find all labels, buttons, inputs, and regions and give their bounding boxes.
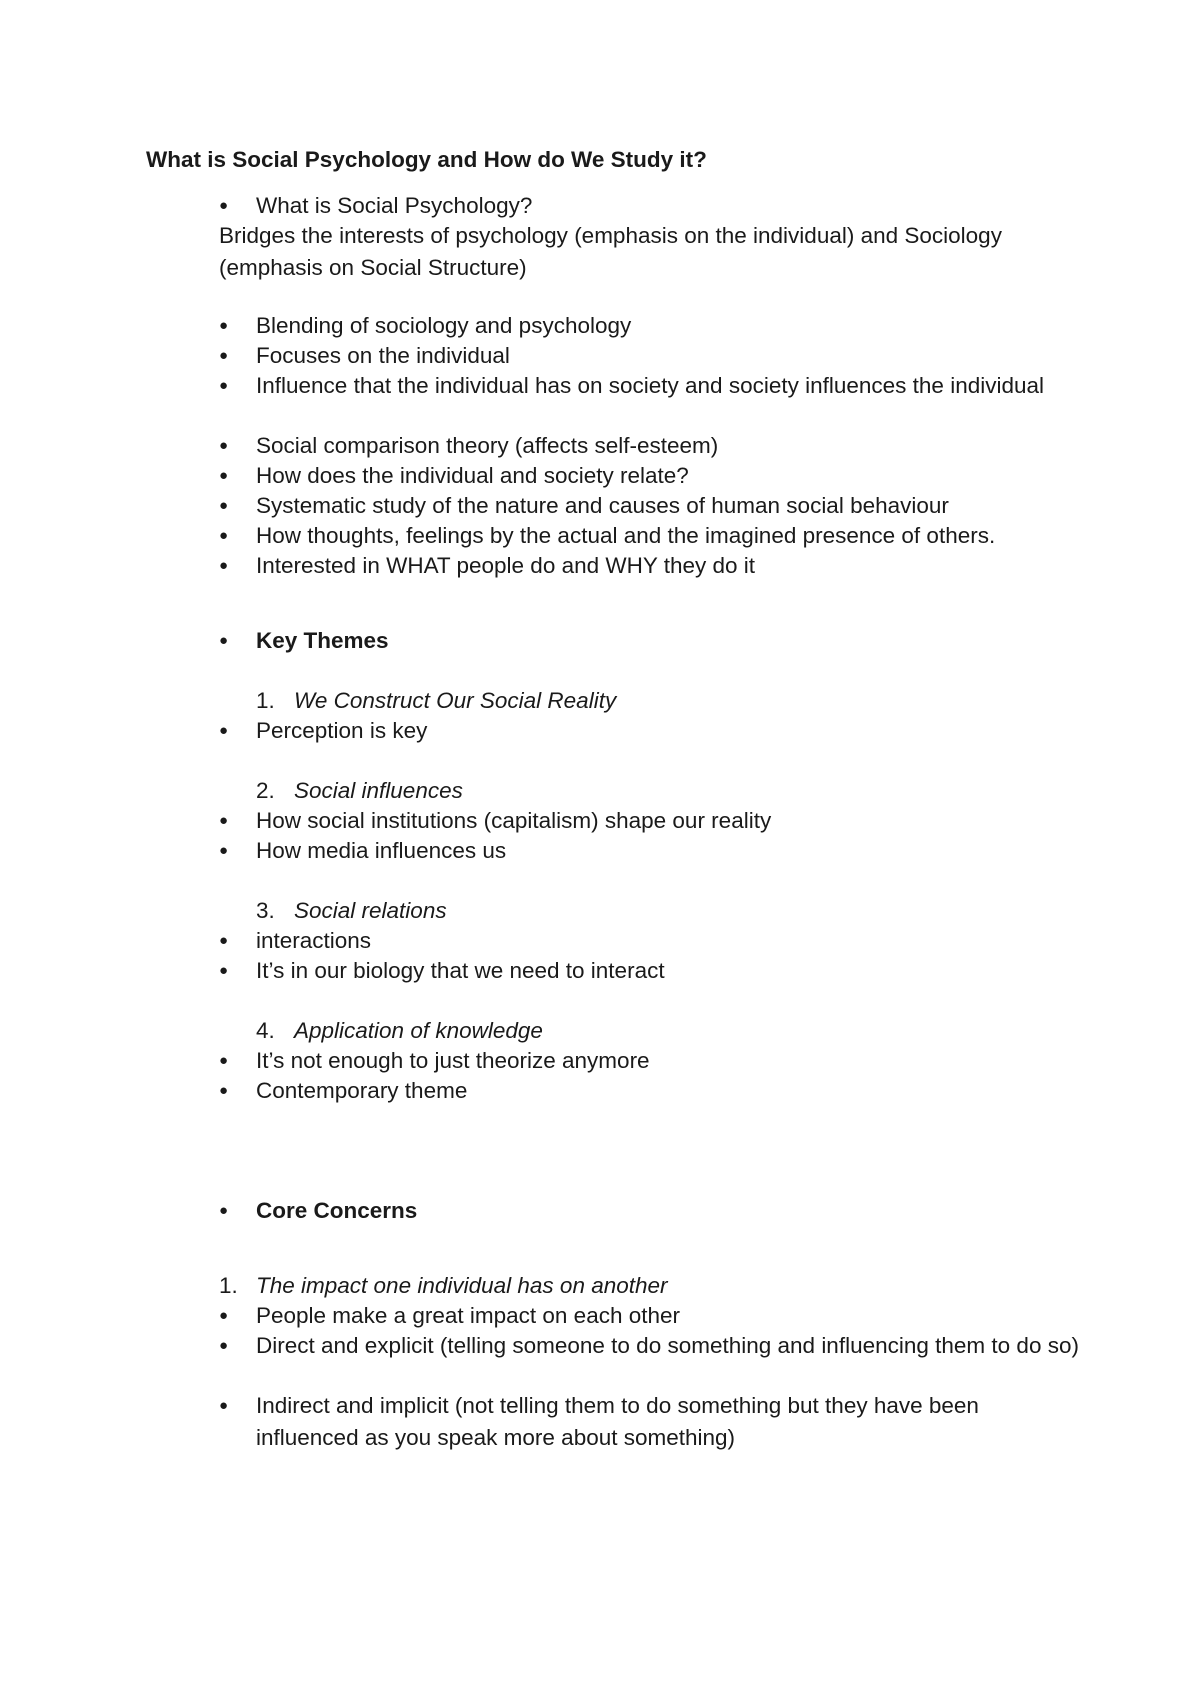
- bullet-icon: ●: [219, 1202, 229, 1219]
- bullet-icon: ●: [219, 1082, 229, 1099]
- list-item: Interested in WHAT people do and WHY they do it: [256, 553, 756, 578]
- list-item: How thoughts, feelings by the actual and the imagined presence of others.: [256, 523, 996, 548]
- list-item: It’s not enough to just theorize anymore: [256, 1048, 650, 1073]
- list-item: Blending of sociology and psychology: [256, 313, 632, 338]
- list-item: Influence that the individual has on society and society influences the individual: [256, 373, 1045, 398]
- bullet-icon: ●: [219, 377, 229, 394]
- list-item: It’s in our biology that we need to interact: [256, 958, 665, 983]
- theme-title: We Construct Our Social Reality: [294, 688, 617, 713]
- bullet-icon: ●: [219, 1307, 229, 1324]
- theme-title: Social relations: [294, 898, 447, 923]
- bullet-icon: ●: [219, 1337, 229, 1354]
- theme-number: 1.: [256, 688, 275, 713]
- bullet-icon: ●: [219, 722, 229, 739]
- bullet-icon: ●: [219, 317, 229, 334]
- list-item: Indirect and implicit (not telling them to do something but they have been influenced as you speak more about something): [256, 1393, 979, 1450]
- bullet-icon: ●: [219, 467, 229, 484]
- theme-title: Social influences: [294, 778, 463, 803]
- intro-bullet: What is Social Psychology?: [256, 193, 533, 218]
- section-heading-core-concerns: Core Concerns: [256, 1198, 418, 1223]
- list-item: Focuses on the individual: [256, 343, 510, 368]
- page-title: What is Social Psychology and How do We Study it?: [146, 147, 707, 172]
- bullet-icon: ●: [219, 527, 229, 544]
- bullet-icon: ●: [219, 497, 229, 514]
- bullet-icon: ●: [219, 1397, 229, 1414]
- list-item: How media influences us: [256, 838, 507, 863]
- bullet-icon: ●: [219, 197, 229, 214]
- bullet-icon: ●: [219, 842, 229, 859]
- bullet-icon: ●: [219, 1052, 229, 1069]
- list-item: Social comparison theory (affects self-esteem): [256, 433, 719, 458]
- bullet-icon: ●: [219, 632, 229, 649]
- theme-title: Application of knowledge: [294, 1018, 543, 1043]
- list-item: Perception is key: [256, 718, 428, 743]
- list-item: People make a great impact on each other: [256, 1303, 681, 1328]
- list-item: Systematic study of the nature and causes of human social behaviour: [256, 493, 949, 518]
- list-item: Contemporary theme: [256, 1078, 468, 1103]
- theme-number: 3.: [256, 898, 275, 923]
- list-item: How social institutions (capitalism) shape our reality: [256, 808, 772, 833]
- theme-number: 2.: [256, 778, 275, 803]
- bullet-icon: ●: [219, 557, 229, 574]
- section-heading-key-themes: Key Themes: [256, 628, 389, 653]
- list-item: interactions: [256, 928, 372, 953]
- list-item: How does the individual and society relate?: [256, 463, 689, 488]
- bullet-icon: ●: [219, 347, 229, 364]
- bullet-icon: ●: [219, 812, 229, 829]
- bullet-icon: ●: [219, 437, 229, 454]
- theme-number: 4.: [256, 1018, 275, 1043]
- bullet-icon: ●: [219, 932, 229, 949]
- bullet-icon: ●: [219, 962, 229, 979]
- list-item: Direct and explicit (telling someone to do something and influencing them to do so): [256, 1333, 1079, 1358]
- concern-title: The impact one individual has on another: [256, 1273, 668, 1298]
- concern-number: 1.: [219, 1273, 238, 1298]
- intro-paragraph: Bridges the interests of psychology (emphasis on the individual) and Sociology (emphasis on Social Structure): [219, 223, 1002, 280]
